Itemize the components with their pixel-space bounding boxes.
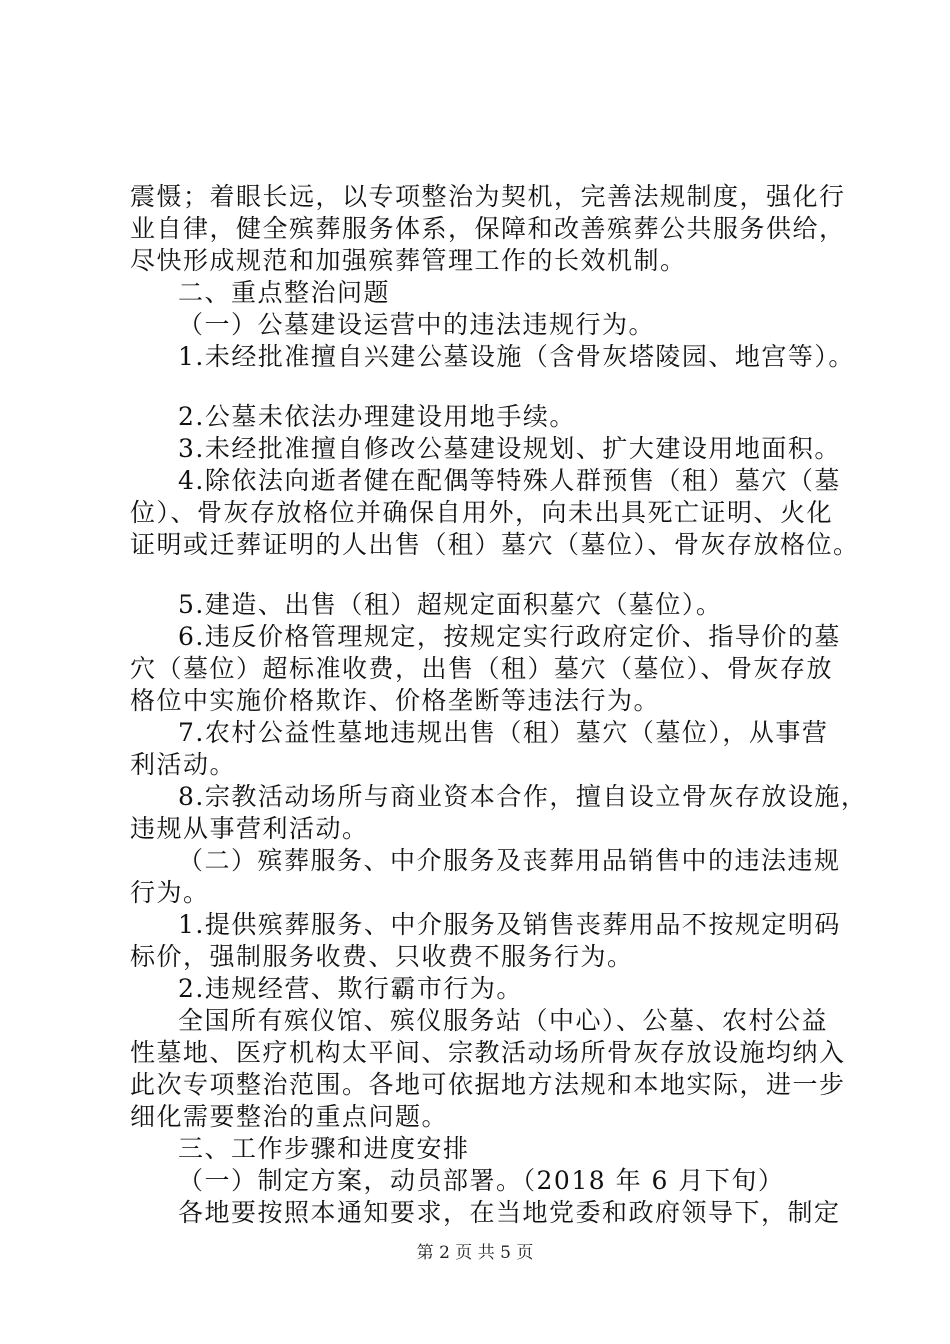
- list-item: 2.公墓未依法办理建设用地手续。: [178, 402, 576, 431]
- paragraph-line: 穴（墓位）超标准收费，出售（租）墓穴（墓位）、骨灰存放: [130, 654, 834, 683]
- paragraph-line: 此次专项整治范围。各地可依据地方法规和本地实际，进一步: [130, 1070, 846, 1099]
- list-item: 2.违规经营、欺行霸市行为。: [178, 974, 523, 1003]
- list-item: 3.未经批准擅自修改公墓建设规划、扩大建设用地面积。: [178, 434, 841, 463]
- paragraph-line: 尽快形成规范和加强殡葬管理工作的长效机制。: [130, 246, 687, 275]
- paragraph-line: 业自律，健全殡葬服务体系，保障和改善殡葬公共服务供给，: [130, 214, 846, 243]
- subsection-heading: （一）制定方案，动员部署。（2018 年 6 月下旬）: [178, 1166, 785, 1195]
- page-footer: 第 2 页 共 5 页: [416, 1243, 534, 1263]
- list-item: 1.未经批准擅自兴建公墓设施（含骨灰塔陵园、地宫等）。: [178, 342, 855, 371]
- list-item: 1.提供殡葬服务、中介服务及销售丧葬用品不按规定明码: [178, 910, 841, 939]
- paragraph-line: 细化需要整治的重点问题。: [130, 1102, 449, 1131]
- list-item: 8.宗教活动场所与商业资本合作，擅自设立骨灰存放设施，: [178, 782, 868, 811]
- list-item: 5.建造、出售（租）超规定面积墓穴（墓位）。: [178, 590, 723, 619]
- paragraph-line: 行为。: [130, 878, 210, 907]
- subsection-heading: （一）公墓建设运营中的违法违规行为。: [178, 310, 656, 339]
- paragraph-line: 格位中实施价格欺诈、价格垄断等违法行为。: [130, 686, 661, 715]
- paragraph-line: 全国所有殡仪馆、殡仪服务站（中心）、公墓、农村公益: [178, 1006, 829, 1035]
- subsection-heading: （二）殡葬服务、中介服务及丧葬用品销售中的违法违规: [178, 846, 841, 875]
- list-item: 4.除依法向逝者健在配偶等特殊人群预售（租）墓穴（墓: [178, 466, 841, 495]
- paragraph-line: 证明或迁葬证明的人出售（租）墓穴（墓位）、骨灰存放格位。: [130, 530, 860, 559]
- section-heading: 二、重点整治问题: [178, 278, 391, 307]
- paragraph-line: 震慑；着眼长远，以专项整治为契机，完善法规制度，强化行: [130, 182, 846, 211]
- paragraph-line: 标价，强制服务收费、只收费不服务行为。: [130, 942, 634, 971]
- paragraph-line: 各地要按照本通知要求，在当地党委和政府领导下，制定: [178, 1198, 841, 1227]
- list-item: 7.农村公益性墓地违规出售（租）墓穴（墓位），从事营: [178, 718, 829, 747]
- list-item: 6.违反价格管理规定，按规定实行政府定价、指导价的墓: [178, 622, 841, 651]
- paragraph-line: 违规从事营利活动。: [130, 814, 369, 843]
- paragraph-line: 性墓地、医疗机构太平间、宗教活动场所骨灰存放设施均纳入: [130, 1038, 846, 1067]
- section-heading: 三、工作步骤和进度安排: [178, 1134, 470, 1163]
- paragraph-line: 位）、骨灰存放格位并确保自用外，向未出具死亡证明、火化: [130, 498, 834, 527]
- paragraph-line: 利活动。: [130, 750, 237, 779]
